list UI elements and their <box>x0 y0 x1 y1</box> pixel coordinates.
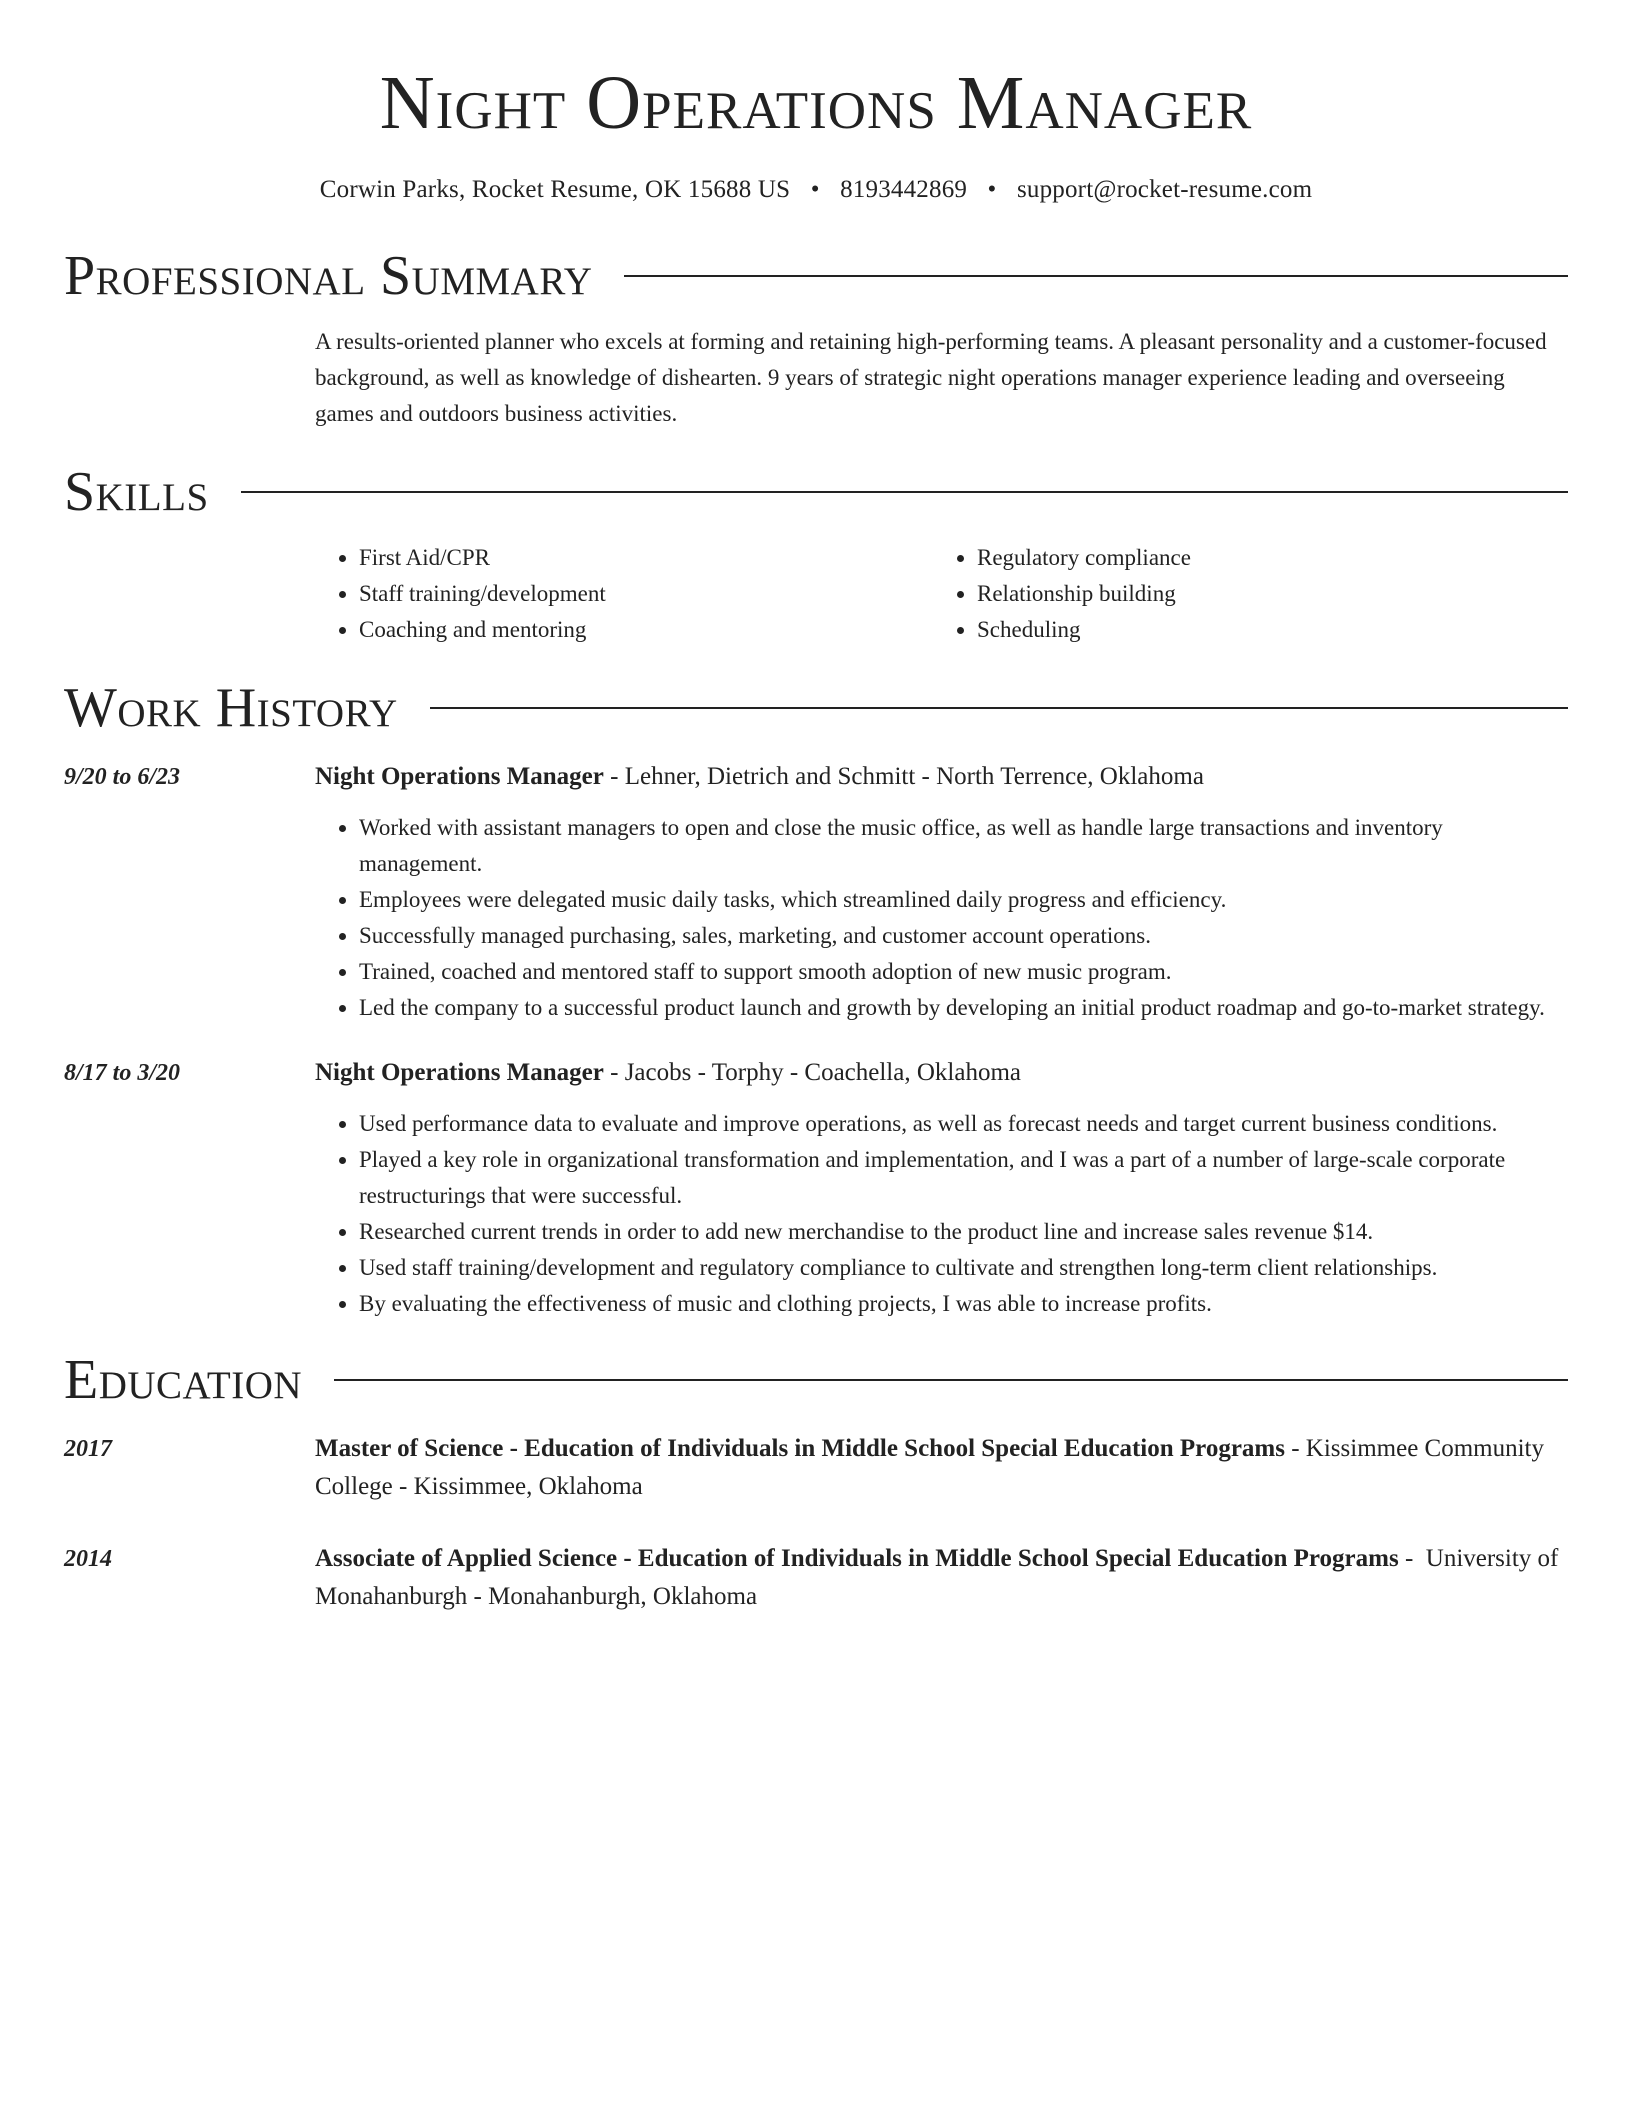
education-heading <box>315 1430 1568 1506</box>
job-bullet: • Used performance data to evaluate and improve operations, as well as forecast needs and target current business conditions. <box>359 1106 1568 1142</box>
job-bullet: • Successfully managed purchasing, sales, marketing, and customer account operations. <box>359 918 1568 954</box>
education-section-header <box>64 1348 1568 1412</box>
job-dates: 8/17 to 3/20 <box>64 1060 181 1086</box>
job-bullet: • Trained, coached and mentored staff to support smooth adoption of new music program. <box>359 954 1568 990</box>
work-section-header <box>64 676 1568 740</box>
skills-section-header <box>64 460 1568 524</box>
job-bullets <box>315 1106 1568 1322</box>
contact-email: support@rocket-resume.com <box>1016 176 1313 203</box>
education-school: - Kissimmee Community College - Kissimmee, Oklahoma <box>315 1435 1545 1500</box>
job-bullet: • Led the company to a successful product launch and growth by developing an initial product roadmap and go-to-market strategy. <box>359 990 1568 1026</box>
job-bullet: • Worked with assistant managers to open and close the music office, as well as handle large transactions and inventory management. <box>359 810 1568 882</box>
education-year: 2014 <box>64 1546 112 1572</box>
education-year: 2017 <box>64 1436 112 1462</box>
section-divider <box>624 275 1568 277</box>
contact-phone: 8193442869 <box>840 176 968 203</box>
job-dates: 9/20 to 6/23 <box>64 764 181 790</box>
education-entry <box>64 1430 1568 1506</box>
summary-section-header <box>64 244 1568 308</box>
skill-item: • First Aid/CPR <box>359 540 933 576</box>
skill-item: • Staff training/development <box>359 576 933 612</box>
job-bullet: • By evaluating the effectiveness of music and clothing projects, I was able to increase profits. <box>359 1286 1568 1322</box>
contact-separator: • <box>810 176 820 203</box>
job-heading <box>315 758 1568 796</box>
education-school: - University of Monahanburgh - Monahanburgh, Oklahoma <box>315 1545 1565 1610</box>
skills-column-right <box>933 540 1551 648</box>
job-employer: - Lehner, Dietrich and Schmitt - North Terrence, Oklahoma <box>603 763 1204 790</box>
contact-address: Corwin Parks, Rocket Resume, OK 15688 US <box>319 176 791 203</box>
section-divider <box>430 707 1568 709</box>
skill-item: • Coaching and mentoring <box>359 612 933 648</box>
skill-item: • Regulatory compliance <box>977 540 1551 576</box>
skills-list <box>315 540 1568 648</box>
job-entry <box>64 758 1568 1026</box>
job-bullet: • Researched current trends in order to add new merchandise to the product line and increase sales revenue $14. <box>359 1214 1568 1250</box>
contact-separator: • <box>987 176 997 203</box>
education-degree: Associate of Applied Science - Education of Individuals in Middle School Special Education Programs <box>315 1545 1399 1572</box>
education-degree: Master of Science - Education of Individuals in Middle School Special Education Programs <box>315 1435 1285 1462</box>
summary-text: A results-oriented planner who excels at forming and retaining high-performing teams. A pleasant personality and a customer-focused background, as well as knowledge of dishearten. 9 years of strategic night operations manager experience leading and overseeing games and outdoors business activities. <box>315 329 1547 426</box>
job-heading <box>315 1054 1568 1092</box>
section-divider <box>241 491 1568 493</box>
skill-item: • Relationship building <box>977 576 1551 612</box>
job-body <box>315 1054 1568 1322</box>
job-bullets <box>315 810 1568 1026</box>
education-body <box>315 1540 1568 1616</box>
job-employer: - Jacobs - Torphy - Coachella, Oklahoma <box>603 1059 1021 1086</box>
contact-line <box>64 174 1568 206</box>
education-heading <box>315 1540 1568 1616</box>
work-section-title: Work History <box>64 677 398 739</box>
skills-column-left <box>315 540 933 648</box>
skill-item: • Scheduling <box>977 612 1551 648</box>
education-section-title: Education <box>64 1349 303 1411</box>
education-body <box>315 1430 1568 1506</box>
job-bullet: • Employees were delegated music daily tasks, which streamlined daily progress and efficiency. <box>359 882 1568 918</box>
resume-name: Night Operations Manager <box>379 61 1253 145</box>
skills-section-title: Skills <box>64 461 209 523</box>
job-role: Night Operations Manager <box>315 1059 604 1086</box>
job-entry <box>64 1054 1568 1322</box>
section-divider <box>334 1379 1568 1381</box>
summary-section-title: Professional Summary <box>64 245 593 307</box>
job-bullet: • Used staff training/development and regulatory compliance to cultivate and strengthen long-term client relationships. <box>359 1250 1568 1286</box>
job-body <box>315 758 1568 1026</box>
job-role: Night Operations Manager <box>315 763 604 790</box>
education-entry <box>64 1540 1568 1616</box>
job-bullet: • Played a key role in organizational transformation and implementation, and I was a part of a number of large-scale corporate restructurings that were successful. <box>359 1142 1568 1214</box>
